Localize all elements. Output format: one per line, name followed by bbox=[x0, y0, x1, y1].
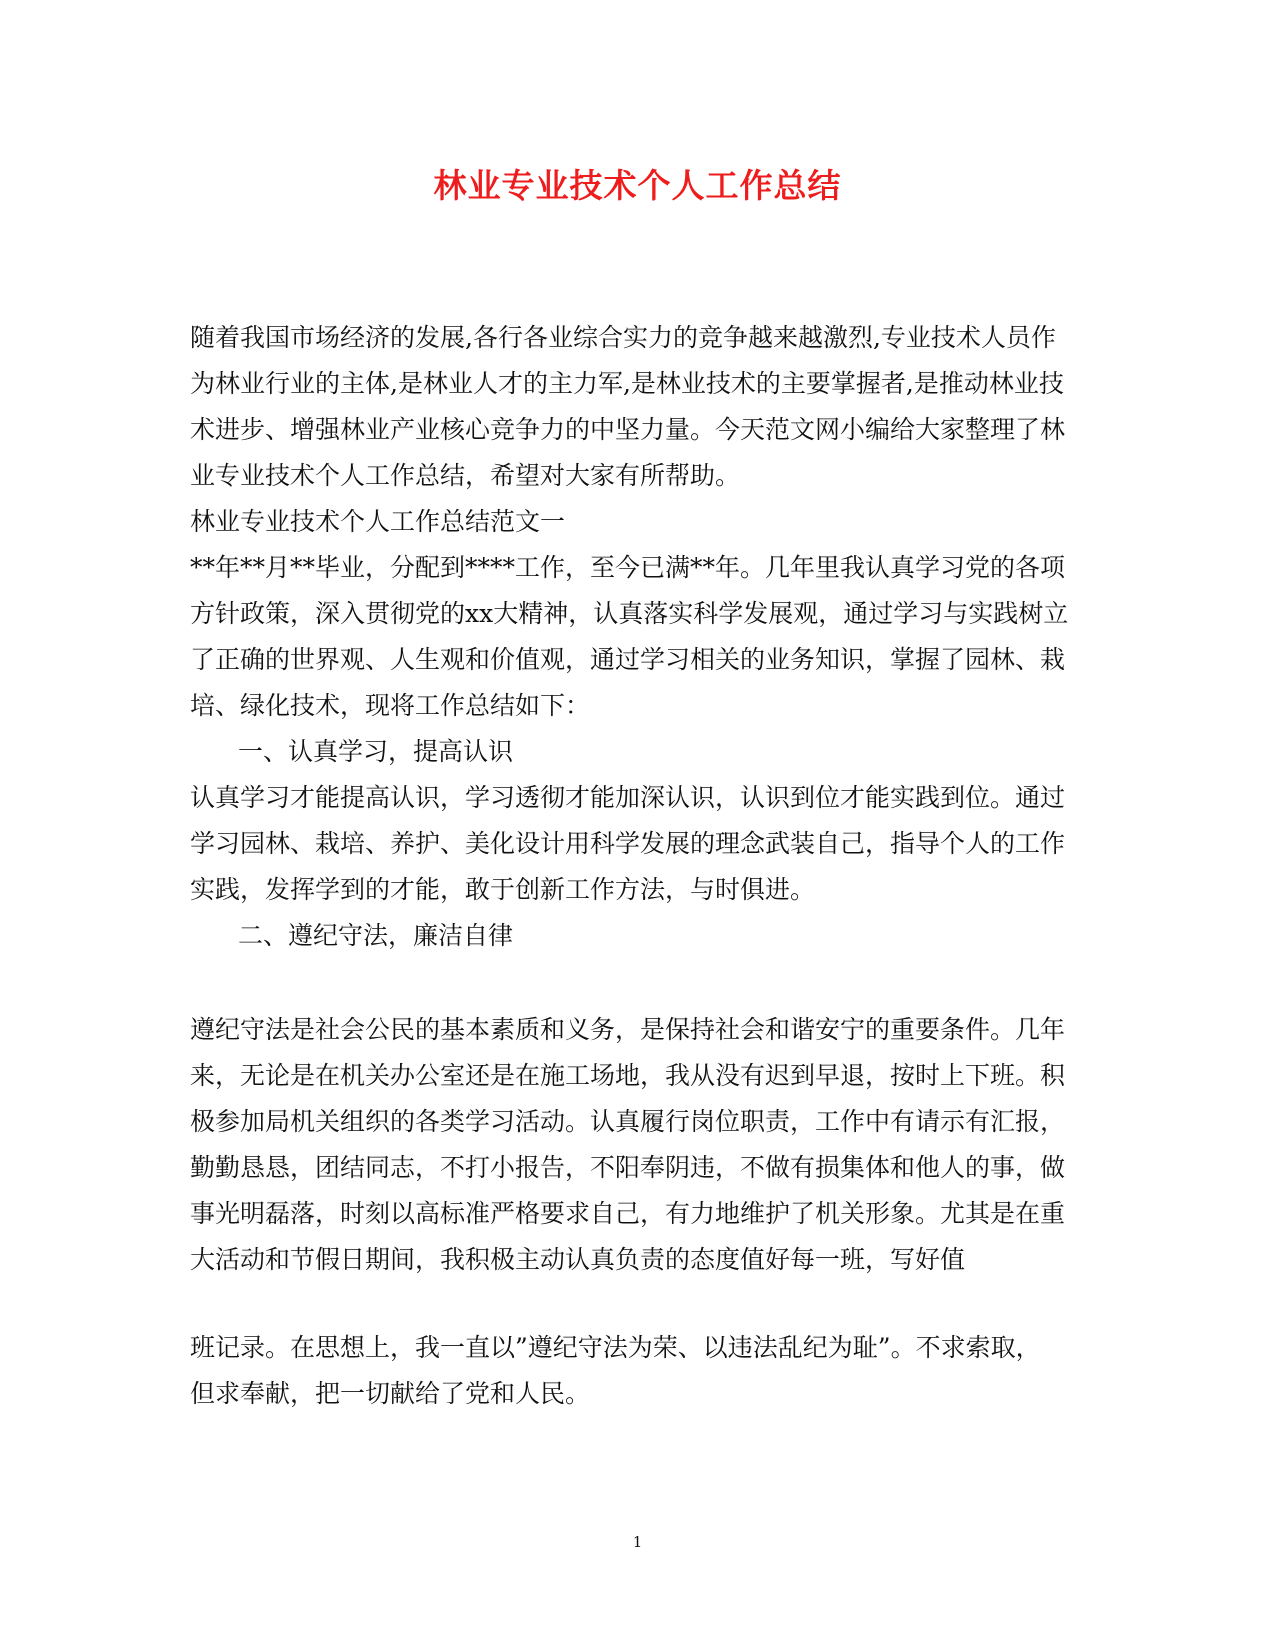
body-line-4: 业专业技术个人工作总结，希望对大家有所帮助。 bbox=[190, 461, 741, 490]
body-line-3: 术进步、增强林业产业核心竞争力的中坚力量。今天范文网小编给大家整理了林 bbox=[190, 415, 1066, 444]
body-line-21: 班记录。在思想上，我一直以”遵纪守法为荣、以违法乱纪为耻”。不求索取， bbox=[190, 1333, 1041, 1362]
body-line-11: 认真学习才能提高认识，学习透彻才能加深认识，认识到位才能实践到位。通过 bbox=[190, 783, 1066, 812]
body-line-13: 实践，发挥学到的才能，敢于创新工作方法，与时俱进。 bbox=[190, 875, 816, 904]
document-title: 林业专业技术个人工作总结 bbox=[433, 166, 842, 205]
body-line-17: 极参加局机关组织的各类学习活动。认真履行岗位职责，工作中有请示有汇报， bbox=[190, 1107, 1066, 1136]
body-line-16: 来，无论是在机关办公室还是在施工场地，我从没有迟到早退，按时上下班。积 bbox=[190, 1061, 1066, 1090]
body-line-19: 事光明磊落，时刻以高标准严格要求自己，有力地维护了机关形象。尤其是在重 bbox=[190, 1199, 1066, 1228]
subheading-1: 一、认真学习，提高认识 bbox=[238, 737, 514, 766]
body-line-1: 随着我国市场经济的发展,各行各业综合实力的竞争越来越激烈,专业技术人员作 bbox=[190, 323, 1056, 352]
body-line-7: 方针政策，深入贯彻党的xx大精神，认真落实科学发展观，通过学习与实践树立 bbox=[190, 599, 1069, 628]
body-line-22: 但求奉献，把一切献给了党和人民。 bbox=[190, 1379, 591, 1408]
body-line-12: 学习园林、栽培、养护、美化设计用科学发展的理念武装自己，指导个人的工作 bbox=[190, 829, 1066, 858]
body-line-20: 大活动和节假日期间，我积极主动认真负责的态度值好每一班，写好值 bbox=[190, 1245, 966, 1274]
section-heading-sample-1: 林业专业技术个人工作总结范文一 bbox=[190, 507, 566, 536]
body-line-15: 遵纪守法是社会公民的基本素质和义务，是保持社会和谐安宁的重要条件。几年 bbox=[190, 1015, 1066, 1044]
subheading-2: 二、遵纪守法，廉洁自律 bbox=[238, 921, 514, 950]
page-number: 1 bbox=[632, 1533, 643, 1551]
body-line-6: **年**月**毕业，分配到****工作，至今已满**年。几年里我认真学习党的各项 bbox=[190, 553, 1066, 582]
body-line-2: 为林业行业的主体,是林业人才的主力军,是林业技术的主要掌握者,是推动林业技 bbox=[190, 369, 1064, 398]
body-line-9: 培、绿化技术，现将工作总结如下： bbox=[190, 691, 591, 720]
body-line-18: 勤勤恳恳，团结同志，不打小报告，不阳奉阴违，不做有损集体和他人的事，做 bbox=[190, 1153, 1066, 1182]
body-line-8: 了正确的世界观、人生观和价值观，通过学习相关的业务知识，掌握了园林、栽 bbox=[190, 645, 1066, 674]
